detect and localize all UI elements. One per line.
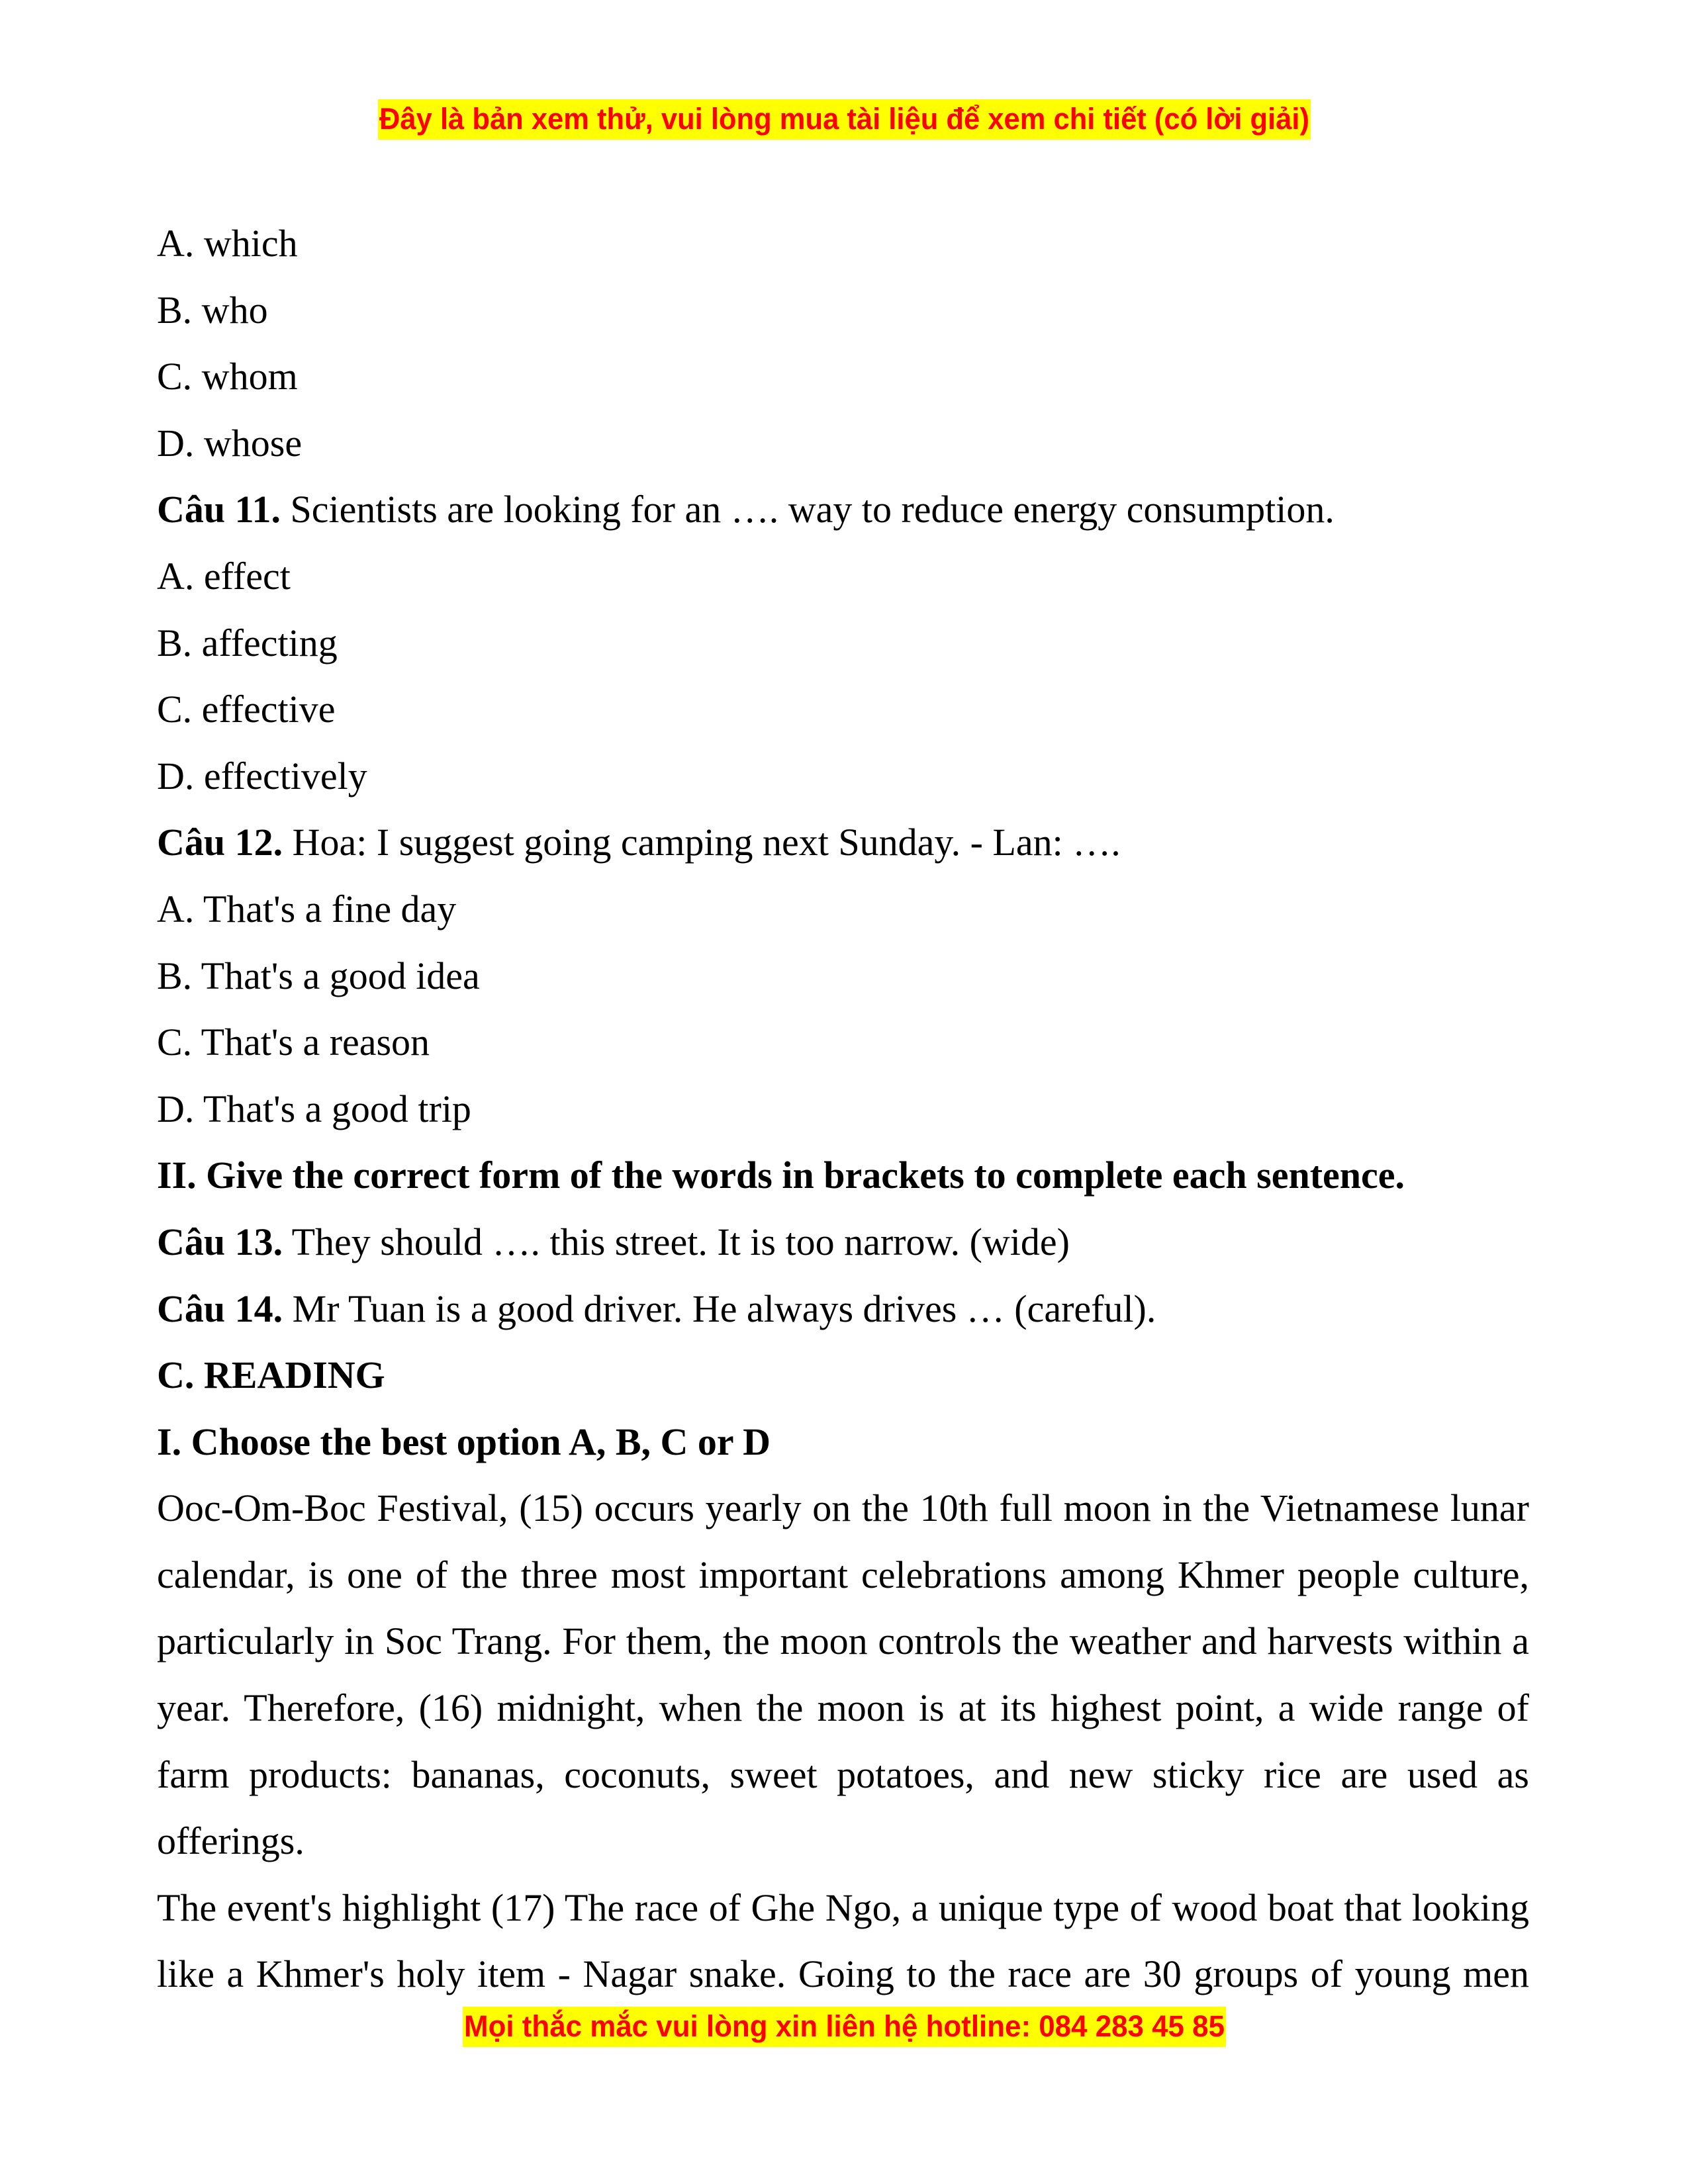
passage-line: The event's highlight (17) The race of Ghe Ngo, a unique type of wood boat that looking [157, 1886, 1529, 1929]
q10-option-a: A. which [157, 222, 298, 265]
question-12 [157, 809, 1529, 876]
reading-paragraph-1 [157, 1475, 1529, 1875]
question-11-text: Scientists are looking for an …. way to reduce energy consumption. [280, 488, 1335, 531]
q12-option-b: B. That's a good idea [157, 954, 480, 997]
question-14-text: Mr Tuan is a good driver. He always drives … (careful). [283, 1287, 1156, 1330]
q10-option-c: C. whom [157, 355, 298, 398]
section-reading-subheading: I. Choose the best option A, B, C or D [157, 1420, 771, 1463]
question-11 [157, 477, 1529, 543]
passage-line: calendar, is one of the three most important celebrations among Khmer people culture, [157, 1553, 1529, 1596]
question-13-label: Câu 13. [157, 1220, 283, 1263]
question-13 [157, 1209, 1529, 1276]
q11-option-b: B. affecting [157, 621, 338, 664]
question-12-text: Hoa: I suggest going camping next Sunday. - Lan: …. [283, 821, 1121, 864]
passage-line: like a Khmer's holy item - Nagar snake. Going to the race are 30 groups of young men [157, 1952, 1529, 1996]
q11-option-a: A. effect [157, 554, 291, 598]
passage-line: year. Therefore, (16) midnight, when the moon is at its highest point, a wide range of [157, 1686, 1529, 1730]
reading-paragraph-2 [157, 1875, 1529, 2008]
q11-option-d: D. effectively [157, 754, 367, 797]
question-14-label: Câu 14. [157, 1287, 283, 1330]
passage-line: offerings. [157, 1819, 305, 1863]
q11-option-c: C. effective [157, 688, 336, 731]
passage-line: particularly in Soc Trang. For them, the moon controls the weather and harvests within a [157, 1619, 1529, 1663]
passage-line: farm products: bananas, coconuts, sweet potatoes, and new sticky rice are used as [157, 1752, 1529, 1796]
question-14 [157, 1276, 1529, 1343]
q10-option-d: D. whose [157, 421, 303, 465]
question-11-label: Câu 11. [157, 488, 281, 531]
preview-notice-text: Đây là bản xem thử, vui lòng mua tài liệu để xem chi tiết (có lời giải) [379, 102, 1309, 136]
question-13-text: They should …. this street. It is too narrow. (wide) [283, 1220, 1070, 1263]
question-12-label: Câu 12. [157, 821, 283, 864]
hotline-banner [463, 2007, 1226, 2047]
q10-option-b: B. who [157, 288, 268, 332]
preview-notice-banner [378, 99, 1311, 140]
section-word-form-heading: II. Give the correct form of the words in brackets to complete each sentence. [157, 1154, 1405, 1197]
passage-line: Ooc-Om-Boc Festival, (15) occurs yearly on the 10th full moon in the Vietnamese lunar [157, 1486, 1529, 1530]
document-body [157, 210, 1529, 2008]
q12-option-d: D. That's a good trip [157, 1087, 471, 1130]
hotline-text: Mọi thắc mắc vui lòng xin liên hệ hotline: 084 283 45 85 [464, 2009, 1225, 2043]
q12-option-c: C. That's a reason [157, 1021, 430, 1064]
q12-option-a: A. That's a fine day [157, 887, 457, 931]
section-reading-heading: C. READING [157, 1353, 385, 1397]
